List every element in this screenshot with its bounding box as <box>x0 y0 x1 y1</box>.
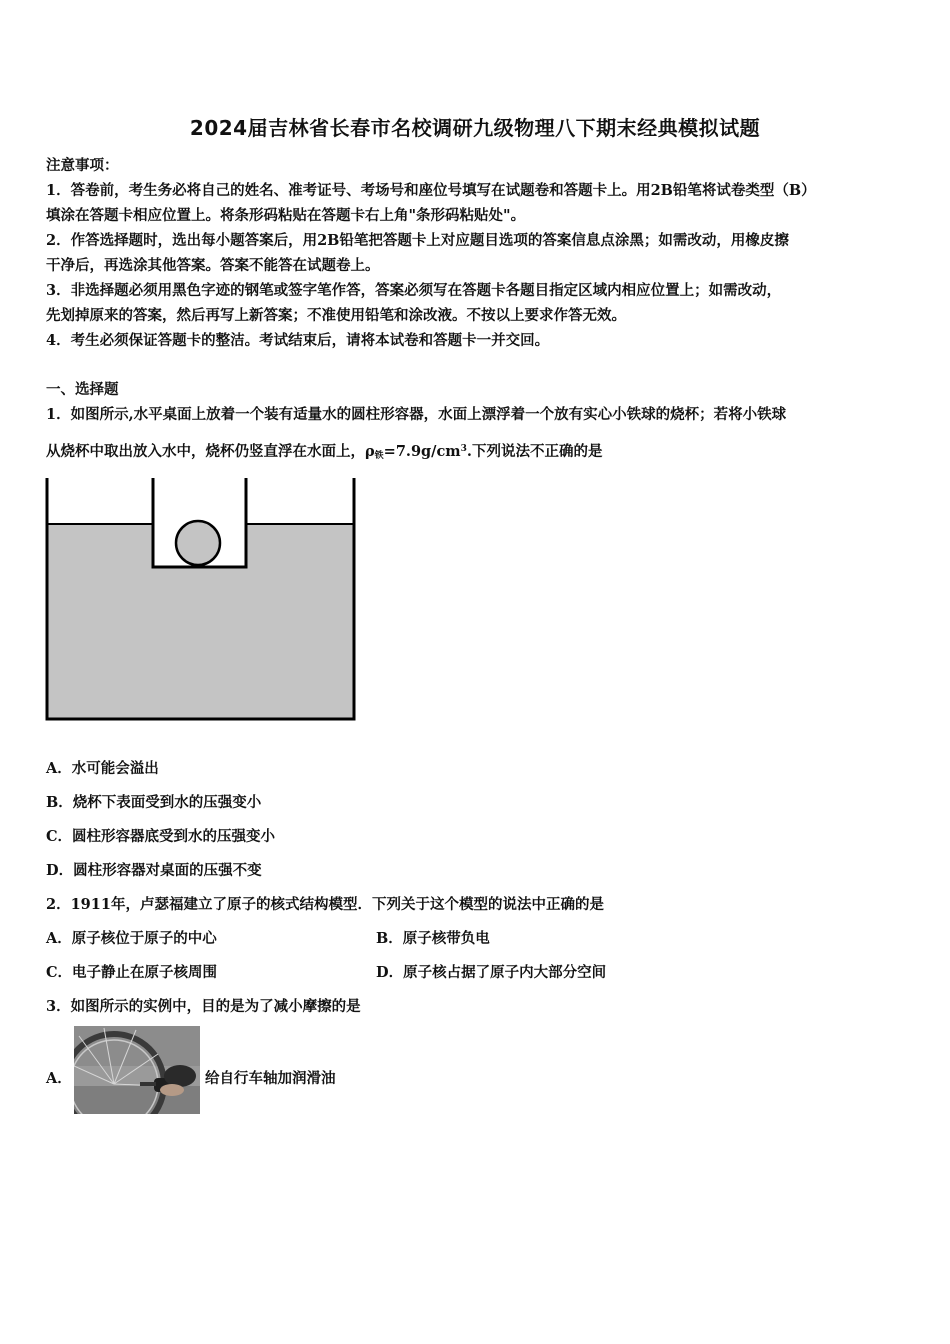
iron-ball <box>176 521 220 565</box>
q1-option-a: A．水可能会溢出 <box>46 760 159 777</box>
q1-option-d: D．圆柱形容器对桌面的压强不变 <box>46 862 262 879</box>
container-figure <box>44 476 358 724</box>
q2-option-c: C．电子静止在原子核周围 <box>46 964 218 981</box>
q1-stem-part: 从烧杯中取出放入水中，烧杯仍竖直浮在水面上，ρ <box>46 443 375 460</box>
q3-stem: 3．如图所示的实例中，目的是为了减小摩擦的是 <box>46 998 361 1015</box>
q1-stem-line2 <box>46 440 906 461</box>
q1-stem-part: =7.9g/cm <box>383 443 461 460</box>
notice-line: 2．作答选择题时，选出每小题答案后，用2B铅笔把答题卡上对应题目选项的答案信息点涂黑；如需改动，用橡皮擦 <box>46 232 789 249</box>
q2-option-a: A．原子核位于原子的中心 <box>46 930 217 947</box>
q1-option-b: B．烧杯下表面受到水的压强变小 <box>46 794 262 811</box>
q1-subscript: 铁 <box>374 451 384 461</box>
notice-line: 填涂在答题卡相应位置上。将条形码粘贴在答题卡右上角"条形码粘贴处"。 <box>46 207 526 224</box>
notice-line: 干净后，再选涂其他答案。答案不能答在试题卷上。 <box>46 257 380 274</box>
notice-line: 3．非选择题必须用黑色字迹的钢笔或签字笔作答，答案必须写在答题卡各题目指定区域内相应位置上；如需改动， <box>46 282 782 299</box>
notice-line: 1．答卷前，考生务必将自己的姓名、准考证号、考场号和座位号填写在试题卷和答题卡上。用2B铅笔将试卷类型（B） <box>46 182 816 199</box>
page-title: 2024届吉林省长春市名校调研九级物理八下期末经典模拟试题 <box>189 116 761 140</box>
notice-line: 先划掉原来的答案，然后再写上新答案；不准使用铅笔和涂改液。不按以上要求作答无效。 <box>46 307 626 324</box>
q1-superscript: 3 <box>460 444 467 454</box>
q2-option-b: B．原子核带负电 <box>376 930 490 947</box>
q3-option-a-text: 给自行车轴加润滑油 <box>205 1070 336 1087</box>
notice-heading: 注意事项： <box>46 157 119 174</box>
q2-stem: 2．1911年，卢瑟福建立了原子的核式结构模型．下列关于这个模型的说法中正确的是 <box>46 896 604 913</box>
bicycle-oiling-photo <box>74 1026 200 1114</box>
q1-option-c: C．圆柱形容器底受到水的压强变小 <box>46 828 276 845</box>
notice-line: 4．考生必须保证答题卡的整洁。考试结束后，请将本试卷和答题卡一并交回。 <box>46 332 550 349</box>
q1-stem-part: .下列说法不正确的是 <box>466 443 603 460</box>
section-heading: 一、选择题 <box>46 381 119 398</box>
q1-stem-line1: 1．如图所示,水平桌面上放着一个装有适量水的圆柱形容器，水面上漂浮着一个放有实心小铁球的烧杯；若将小铁球 <box>46 406 787 423</box>
q3-option-a-label: A． <box>46 1070 72 1087</box>
q2-option-d: D．原子核占据了原子内大部分空间 <box>376 964 607 981</box>
